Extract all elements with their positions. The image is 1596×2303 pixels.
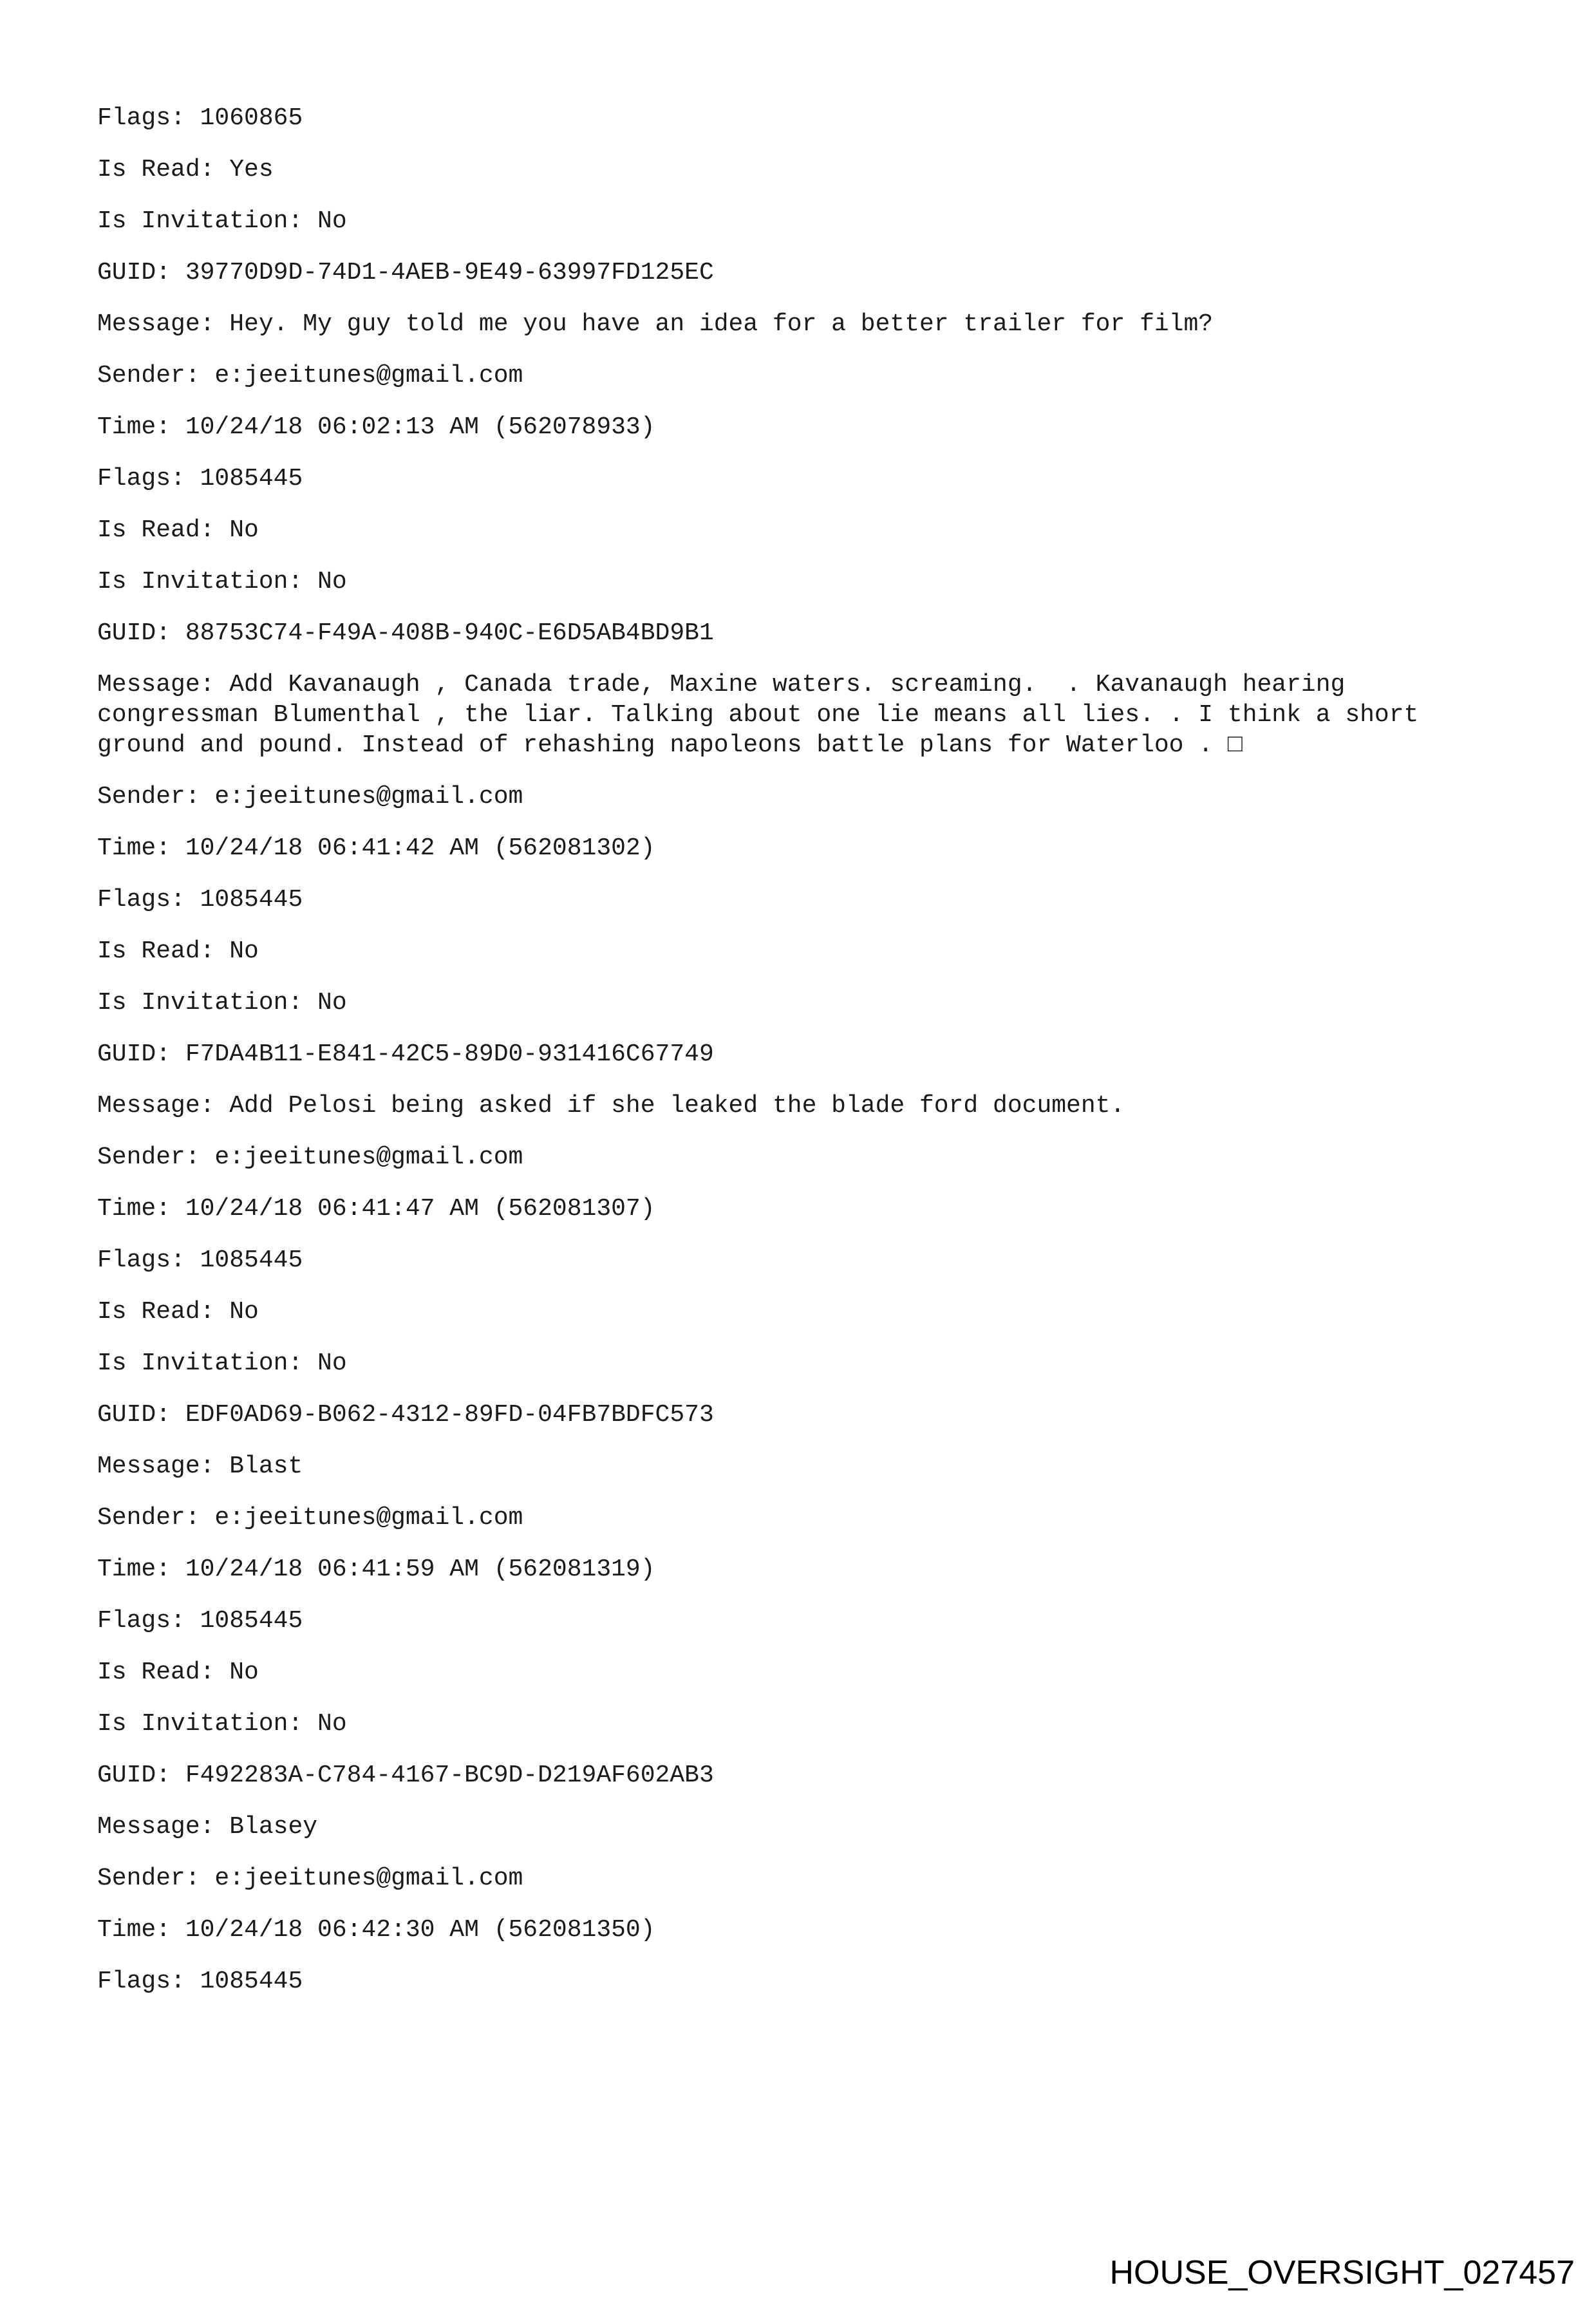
flags-line: Flags: 1060865 bbox=[97, 104, 303, 132]
sender-line: Sender: e:jeeitunes@gmail.com bbox=[97, 362, 523, 390]
is-invitation-line: Is Invitation: No bbox=[97, 989, 347, 1017]
sender-line: Sender: e:jeeitunes@gmail.com bbox=[97, 1143, 523, 1171]
message-line: Message: Add Kavanaugh , Canada trade, Maxine waters. screaming. . Kavanaugh hearing congressman Blumenthal , the liar. Talking about one lie means all lies. . I think a short ground and pound. Instead of rehashing napoleons battle plans for Waterloo . □ bbox=[97, 671, 1434, 759]
sender-line: Sender: e:jeeitunes@gmail.com bbox=[97, 1865, 523, 1892]
message-record bbox=[97, 1503, 1514, 1842]
sender-line: Sender: e:jeeitunes@gmail.com bbox=[97, 783, 523, 811]
flags-line: Flags: 1085445 bbox=[97, 1246, 303, 1274]
is-invitation-line: Is Invitation: No bbox=[97, 207, 347, 235]
flags-line: Flags: 1085445 bbox=[97, 886, 303, 914]
guid-line: GUID: F7DA4B11-E841-42C5-89D0-931416C67749 bbox=[97, 1040, 714, 1068]
is-invitation-line: Is Invitation: No bbox=[97, 1349, 347, 1377]
guid-line: GUID: 39770D9D-74D1-4AEB-9E49-63997FD125EC bbox=[97, 259, 714, 287]
sender-line: Sender: e:jeeitunes@gmail.com bbox=[97, 1504, 523, 1532]
is-read-line: Is Read: No bbox=[97, 516, 259, 544]
is-read-line: Is Read: No bbox=[97, 1659, 259, 1686]
message-record bbox=[97, 361, 1514, 760]
is-read-line: Is Read: No bbox=[97, 1298, 259, 1326]
is-read-line: Is Read: No bbox=[97, 937, 259, 965]
message-record bbox=[97, 1142, 1514, 1481]
is-invitation-line: Is Invitation: No bbox=[97, 1710, 347, 1738]
time-line: Time: 10/24/18 06:41:59 AM (562081319) bbox=[97, 1556, 655, 1583]
time-line: Time: 10/24/18 06:41:47 AM (562081307) bbox=[97, 1195, 655, 1223]
guid-line: GUID: EDF0AD69-B062-4312-89FD-04FB7BDFC573 bbox=[97, 1401, 714, 1429]
message-record bbox=[97, 103, 1514, 339]
message-line: Message: Blast bbox=[97, 1452, 303, 1480]
flags-line: Flags: 1085445 bbox=[97, 1968, 303, 1995]
bates-number: HOUSE_OVERSIGHT_027457 bbox=[1109, 2254, 1575, 2291]
message-line: Message: Hey. My guy told me you have an idea for a better trailer for film? bbox=[97, 310, 1214, 338]
message-log bbox=[97, 103, 1514, 2018]
message-line: Message: Add Pelosi being asked if she leaked the blade ford document. bbox=[97, 1092, 1125, 1120]
flags-line: Flags: 1085445 bbox=[97, 465, 303, 493]
is-read-line: Is Read: Yes bbox=[97, 156, 274, 183]
guid-line: GUID: F492283A-C784-4167-BC9D-D219AF602AB3 bbox=[97, 1762, 714, 1789]
is-invitation-line: Is Invitation: No bbox=[97, 568, 347, 596]
guid-line: GUID: 88753C74-F49A-408B-940C-E6D5AB4BD9B1 bbox=[97, 619, 714, 647]
time-line: Time: 10/24/18 06:02:13 AM (562078933) bbox=[97, 413, 655, 441]
time-line: Time: 10/24/18 06:41:42 AM (562081302) bbox=[97, 834, 655, 862]
message-record bbox=[97, 1863, 1514, 1997]
time-line: Time: 10/24/18 06:42:30 AM (562081350) bbox=[97, 1916, 655, 1944]
flags-line: Flags: 1085445 bbox=[97, 1607, 303, 1635]
message-line: Message: Blasey bbox=[97, 1813, 318, 1841]
message-record bbox=[97, 782, 1514, 1121]
